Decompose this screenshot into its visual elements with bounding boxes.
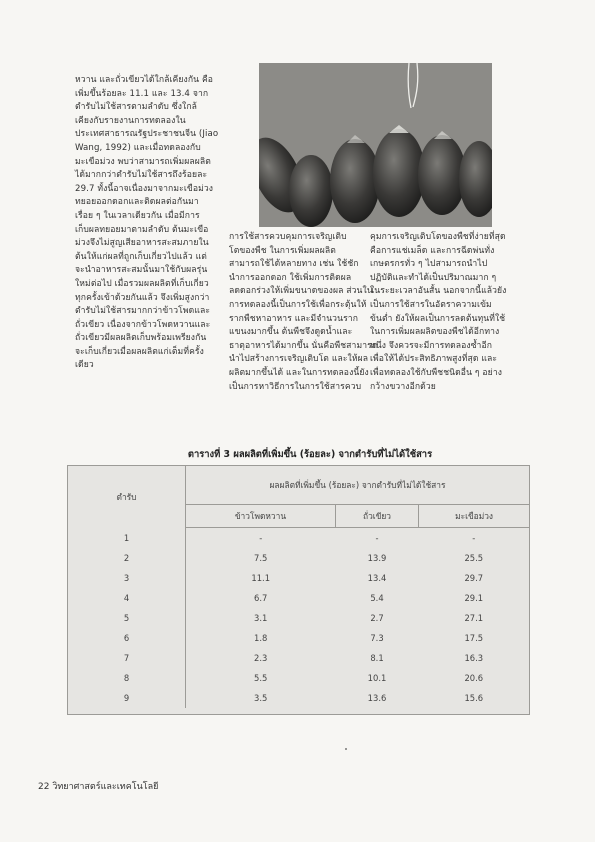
table-cell: 5.4	[370, 593, 384, 603]
text-line: สามารถใช้ได้หลายทาง เช่น ใช้ชัก	[229, 259, 359, 270]
text-line: ข้นต่ำ ยังให้ผลเป็นการลดต้นทุนที่ใช้	[370, 313, 506, 324]
text-line: คือการแช่เมล็ด และการฉีดพ่นทั่ง	[370, 245, 495, 256]
page-footer: 22 วิทยาศาสตร์และเทคโนโลยี	[38, 782, 159, 792]
table-cell: 3.1	[254, 613, 268, 623]
group-header: ผลผลิตที่เพิ่มขึ้น (ร้อยละ) จากตำรับที่ไม่ได้ใช้สาร	[186, 466, 530, 505]
text-line: หวาน และถั่วเขียวได้ใกล้เคียงกัน คือ	[75, 75, 214, 85]
text-line: รากพืชหาอาหาร และมีจำนวนราก	[229, 313, 359, 324]
row-label: 8	[68, 668, 186, 688]
text-line: เคียงกับรายงานการทดลองใน	[75, 115, 186, 126]
text-line: ในระยะเวลาอันสั้น นอกจากนี้แล้วยัง	[370, 286, 507, 297]
left-text-column	[75, 74, 235, 373]
data-table	[67, 465, 530, 715]
speck	[345, 748, 347, 750]
table-cell: 29.7	[464, 573, 484, 583]
table-row	[68, 648, 529, 668]
table-cell: 15.6	[464, 693, 484, 703]
table-cell: 2.3	[254, 653, 268, 663]
table-row	[68, 688, 529, 708]
text-line: ลดดอกร่วงให้เพิ่มขนาดของผล ส่วนใน	[229, 286, 373, 297]
row-label: 3	[68, 568, 186, 588]
table-cell: 5.5	[254, 673, 268, 683]
table-caption: ตารางที่ 3 ผลผลิตที่เพิ่มขึ้น (ร้อยละ) จากตำรับที่ไม่ได้ใช้สาร	[187, 449, 433, 460]
column-header: มะเขือม่วง	[419, 505, 529, 528]
row-label: 9	[68, 688, 186, 708]
table-cell: 13.9	[367, 553, 387, 563]
text-line: ตำรับไม่ใช้สารตามลำดับ ซึ่งใกล้	[75, 102, 198, 113]
text-line: ผลิตมากขึ้นได้ และในการทดลองนี้ยัง	[229, 367, 369, 378]
table-row	[68, 528, 529, 549]
text-line: เกษตรกรทั่ว ๆ ไปสามารถนำไป	[370, 259, 488, 270]
text-line: เก็บผลทยอยมาตามลำดับ ต้นมะเขือ	[75, 224, 209, 235]
text-line: จะเก็บเกี่ยวเมื่อผลผลิตแก่เต็มที่ครั้ง	[75, 346, 204, 357]
text-line: ตำรับไม่ใช้สารมากกว่าข้าวโพดและ	[75, 306, 211, 317]
table-cell: 7.5	[254, 553, 268, 563]
text-line: ทยอยออกดอกและติดผลต่อกันมา	[75, 197, 199, 208]
row-label: 7	[68, 648, 186, 668]
text-line: โตของพืช ในการเพิ่มผลผลิต	[229, 245, 336, 256]
row-label: 2	[68, 548, 186, 568]
row-header: ตำรับ	[68, 466, 186, 528]
text-line: คุมการเจริญเติบโตของพืชที่ง่ายที่สุด	[370, 232, 506, 242]
text-line: การใช้สารควบคุมการเจริญเติบ	[229, 232, 347, 242]
text-line: นำการออกดอก ใช้เพิ่มการติดผล	[229, 272, 352, 283]
table-cell: 1.8	[254, 633, 268, 643]
table-row	[68, 568, 529, 588]
row-label: 1	[68, 528, 186, 549]
row-label: 4	[68, 588, 186, 608]
text-line: เพื่อทดลองใช้กับพืชชนิดอื่น ๆ อย่าง	[370, 367, 503, 378]
text-line: ใหม่ต่อไป เมื่อรวมผลผลิตที่เก็บเกี่ยว	[75, 278, 209, 289]
text-line: จะนำอาหารสะสมนั้นมาใช้กับผลรุ่น	[75, 265, 208, 276]
text-line: นำไปสร้างการเจริญเติบโต และให้ผล	[229, 354, 369, 365]
text-line: เพื่อให้ได้ประสิทธิภาพสูงที่สุด และ	[370, 354, 498, 365]
table-cell: 8.1	[370, 653, 384, 663]
table-cell: 2.7	[370, 613, 384, 623]
table-cell: 11.1	[251, 573, 271, 583]
table-cell: 16.3	[464, 653, 484, 663]
text-line: ปฏิบัติและทำได้เป็นปริมาณมาก ๆ	[370, 272, 497, 283]
table-row	[68, 608, 529, 628]
text-line: ได้มากกว่าตำรับไม่ใช้สารถึงร้อยละ	[75, 170, 208, 181]
text-line: ถั่วเขียวมีผลผลิตเก็บพร้อมเพรียงกัน	[75, 333, 207, 344]
text-line: ถั่วเขียว เนื่องจากข้าวโพดหวานและ	[75, 319, 211, 330]
table-row	[68, 628, 529, 648]
text-line: ธาตุอาหารได้มากขึ้น นั่นคือพืชสามารถ	[229, 340, 378, 351]
text-line: ม่วงจึงไม่สูญเสียอาหารสะสมภายใน	[75, 238, 209, 249]
text-line: กว้างขวางอีกด้วย	[370, 381, 436, 392]
row-label: 5	[68, 608, 186, 628]
table-row	[68, 668, 529, 688]
text-line: 29.7 ทั้งนี้อาจเนื่องมาจากมะเขือม่วง	[75, 183, 214, 194]
table-cell: 25.5	[464, 553, 484, 563]
table-cell: 29.1	[464, 593, 484, 603]
text-line: ต้นให้แก่ผลที่ถูกเก็บเกี่ยวไปแล้ว แต่	[75, 251, 207, 262]
middle-text-column	[229, 231, 378, 394]
text-line: เป็นการใช้สารในอัตราความเข้ม	[370, 299, 492, 310]
column-header: ข้าวโพดหวาน	[186, 505, 336, 528]
eggplant-photo	[259, 63, 492, 227]
right-text-column	[370, 231, 525, 394]
text-line: หนึ่ง จึงควรจะมีการทดลองซ้ำอีก	[370, 340, 493, 351]
text-line: เป็นการหาวิธีการในการใช้สารควบ	[229, 381, 362, 392]
table-cell: 13.4	[367, 573, 387, 583]
table-cell: 27.1	[464, 613, 484, 623]
text-line: ประเทศสาธารณรัฐประชาชนจีน (Jiao	[75, 129, 219, 140]
table-cell: -	[375, 533, 379, 543]
text-line: เรื่อย ๆ ในเวลาเดียวกัน เมื่อมีการ	[75, 210, 200, 221]
table-cell: -	[259, 533, 263, 543]
text-line: มะเขือม่วง พบว่าสามารถเพิ่มผลผลิต	[75, 156, 211, 167]
table-row	[68, 548, 529, 568]
text-line: การทดลองนี้เป็นการใช้เพื่อกระตุ้นให้	[229, 299, 367, 310]
text-line: ทุกครั้งเข้าด้วยกันแล้ว จึงเพิ่มสูงกว่า	[75, 292, 210, 303]
table-cell: -	[472, 533, 476, 543]
text-line: เพิ่มขึ้นร้อยละ 11.1 และ 13.4 จาก	[75, 88, 209, 99]
table-cell: 20.6	[464, 673, 484, 683]
text-line: เดียว	[75, 360, 94, 371]
column-header: ถั่วเขียว	[335, 505, 418, 528]
table-cell: 13.6	[367, 693, 387, 703]
text-line: Wang, 1992) และเมื่อทดลองกับ	[75, 142, 201, 153]
table-cell: 10.1	[367, 673, 387, 683]
text-line: ในการเพิ่มผลผลิตของพืชได้อีกทาง	[370, 327, 500, 338]
table-cell: 3.5	[254, 693, 268, 703]
table-cell: 7.3	[370, 633, 384, 643]
table-cell: 17.5	[464, 633, 484, 643]
table-cell: 6.7	[254, 593, 268, 603]
text-line: แขนงมากขึ้น ต้นพืชจึงดูดน้ำและ	[229, 327, 353, 338]
table-row	[68, 588, 529, 608]
row-label: 6	[68, 628, 186, 648]
